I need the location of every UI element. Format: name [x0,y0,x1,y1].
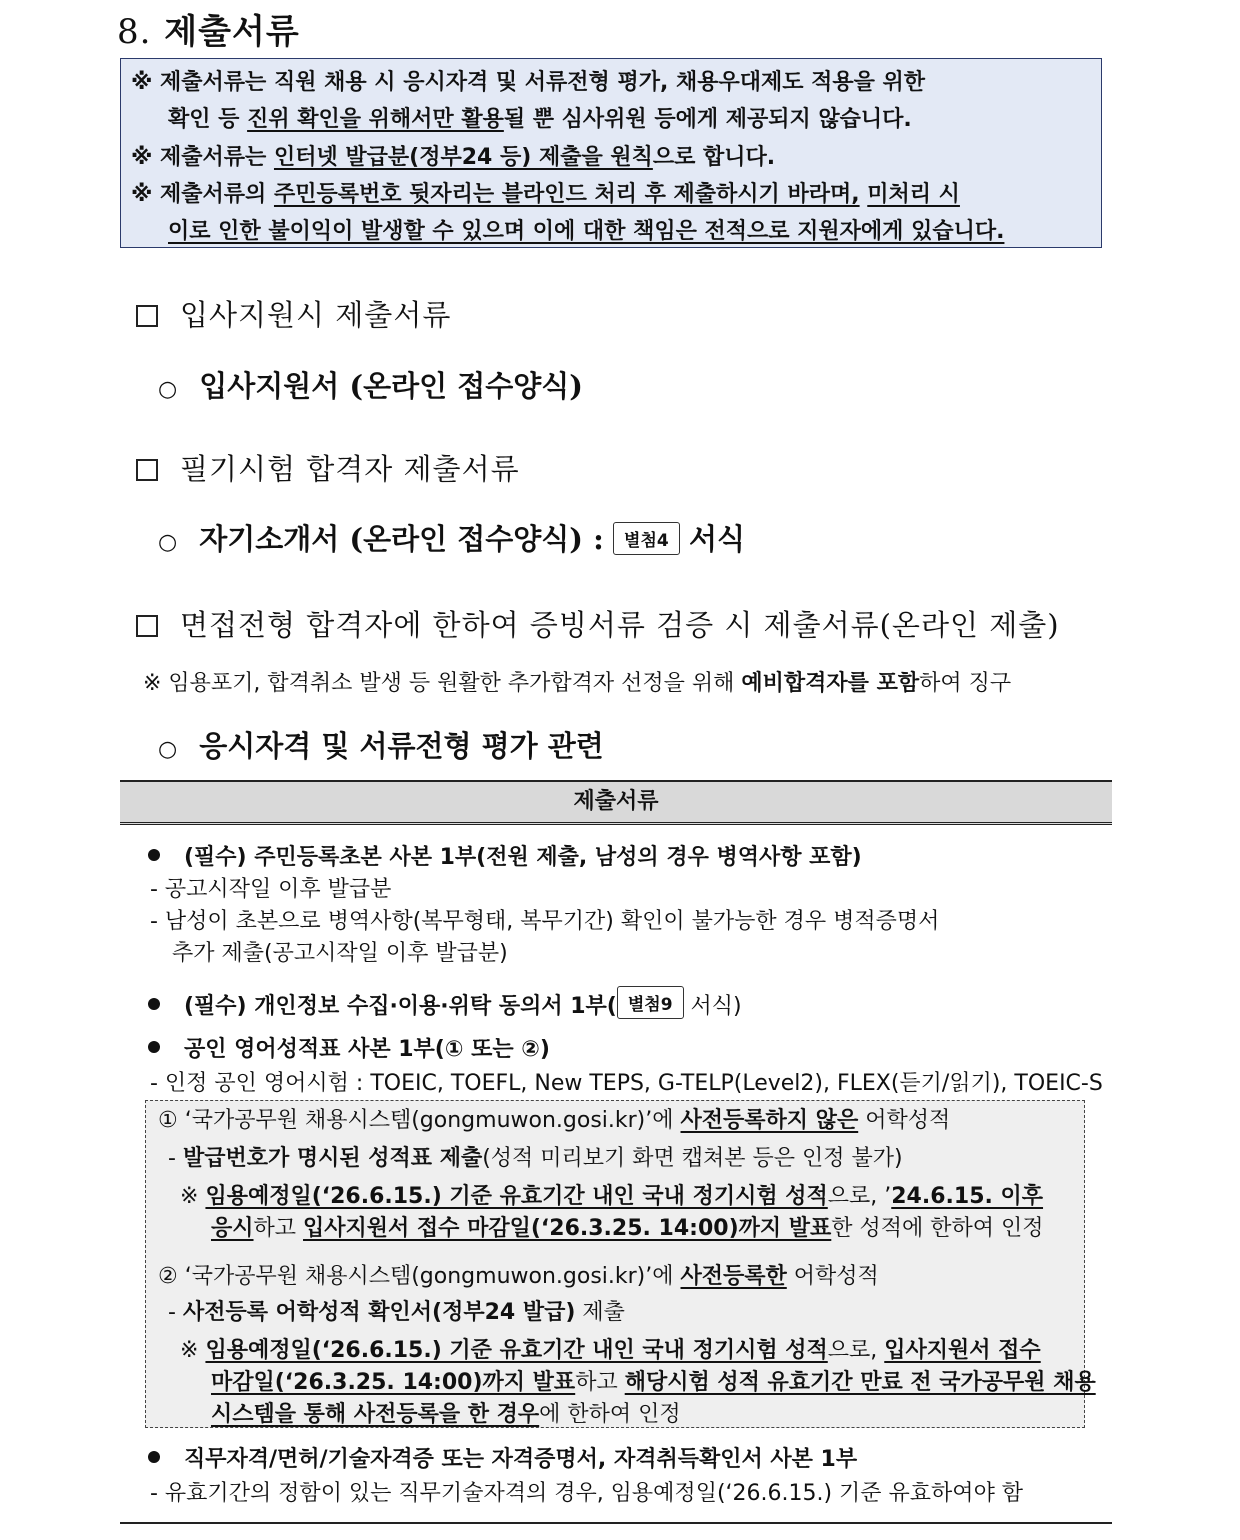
square-bullet-icon [136,615,158,637]
doc-item-text: (필수) 주민등록초본 사본 1부(전원 제출, 남성의 경우 병역사항 포함) [184,845,862,870]
option-underlined: 입사지원서 접수 마감일(‘26.3.25. 14:00)까지 발표 [303,1216,832,1241]
option-underlined: 시스템을 통해 사전등록을 한 경우 [211,1402,540,1427]
notice-underlined: 인터넷 발급분(정부24 등) 제출을 원칙 [273,145,653,170]
doc-item-privacy-consent [148,986,742,1020]
section-title [117,4,300,53]
square-bullet-icon [136,459,158,481]
option-text: 으로, [827,1338,885,1363]
notice-underlined: 진위 확인을 위해서만 활용 [247,107,504,132]
attachment-label: 별첨9 [617,986,684,1019]
option-text: ① ‘국가공무원 채용시스템(gongmuwon.gosi.kr)’에 [158,1108,681,1133]
option-bold: 사전등록 어학성적 확인서(정부24 발급) [182,1300,576,1325]
doc-item-qualification [148,1442,857,1473]
option-bold: 발급번호가 명시된 성적표 제출 [182,1146,483,1171]
notice-text: 확인 등 [168,107,248,132]
option-1-note-2 [211,1211,1044,1242]
detail-line: 추가 제출(공고시작일 이후 발급분) [172,941,508,966]
doc-item-text: 직무자격/면허/기술자격증 또는 자격증명서, 자격취득확인서 사본 1부 [184,1447,858,1472]
option-text: 으로, ’ [827,1184,892,1209]
detail-line: - 남성이 초본으로 병역사항(복무형태, 복무기간) 확인이 불가능한 경우 병적증명서 [150,909,940,934]
attachment-label: 별첨4 [613,522,680,555]
option-underlined: 마감일(‘26.3.25. 14:00)까지 발표 [211,1370,576,1395]
option-underlined: 사전등록하지 않은 [680,1108,859,1133]
option-text: ※ [180,1338,206,1363]
remark-text: 하여 징구 [919,671,1012,696]
option-text: ② ‘국가공무원 채용시스템(gongmuwon.gosi.kr)’에 [158,1264,681,1289]
option-2-note-1 [180,1333,1041,1364]
option-underlined: 임용예정일(‘26.6.15.) 기준 유효기간 내인 국내 정기시험 성적 [205,1338,828,1363]
option-text: 하고 [253,1216,304,1241]
option-underlined: 해당시험 성적 유효기간 만료 전 국가공무원 채용 [624,1370,1096,1395]
option-text: 하고 [575,1370,625,1395]
item-eligibility-eval [158,724,604,765]
option-underlined: 입사지원서 접수 [884,1338,1041,1363]
notice-line-4 [131,177,960,208]
option-text: 한 성적에 한하여 인정 [831,1216,1044,1241]
detail-line: - 유효기간의 정함이 있는 직무기술자격의 경우, 임용예정일(‘26.6.15.) 기준 유효하여야 함 [150,1481,1024,1506]
bullet-dot-icon [148,849,160,861]
option-1-note-1 [180,1179,1043,1210]
heading-interview-docs [136,603,1060,644]
notice-text: 될 뿐 심사위원 등에게 제공되지 않습니다. [503,107,912,132]
remark-bold: 예비합격자를 포함 [741,671,920,696]
option-text: 제출 [575,1300,625,1325]
doc-item-text: 공인 영어성적표 사본 1부(① 또는 ②) [184,1037,550,1062]
circle-bullet-icon: ○ [158,530,178,555]
option-underlined: 사전등록한 [680,1264,787,1289]
option-text: - [168,1146,183,1171]
option-2-note-2 [211,1365,1096,1396]
item-self-intro [158,517,745,558]
option-1-line [158,1103,950,1134]
doc-item-english-score [148,1032,550,1063]
option-text: - [168,1300,183,1325]
square-bullet-icon [136,305,158,327]
bullet-dot-icon [148,998,160,1010]
option-text: ※ [180,1184,206,1209]
detail-line: - 공고시작일 이후 발급분 [150,877,392,902]
notice-underlined: 미처리 시 [867,182,960,207]
notice-text: 으로 합니다. [652,145,776,170]
option-text: 에 한하여 인정 [539,1402,681,1427]
section-title-text: 제출서류 [164,12,300,52]
notice-box [120,58,1102,248]
item-application-form [158,364,583,405]
notice-underlined: 주민등록번호 뒷자리는 블라인드 처리 후 제출하시기 바라며, [273,182,860,207]
circle-bullet-icon: ○ [158,737,178,762]
bullet-dot-icon [148,1041,160,1053]
option-2-line [158,1259,879,1290]
item-text: 응시자격 및 서류전형 평가 관련 [199,729,604,763]
heading-text: 면접전형 합격자에 한하여 증빙서류 검증 시 제출서류(온라인 제출) [180,608,1060,642]
option-text: (성적 미리보기 화면 캡쳐본 등은 인정 불가) [482,1146,903,1171]
option-text: 어학성적 [786,1264,879,1289]
remark-line [143,666,1011,697]
notice-line-5 [168,214,1004,245]
doc-item-resident-register [148,840,862,871]
option-underlined: 24.6.15. 이후 [891,1184,1044,1209]
remark-text: ※ 임용포기, 합격취소 발생 등 원활한 추가합격자 선정을 위해 [143,671,742,696]
detail-line: - 인정 공인 영어시험 : TOEIC, TOEFL, New TEPS, G-TELP(Level2), FLEX(듣기/읽기), TOEIC-S [150,1071,1103,1096]
bullet-dot-icon [148,1451,160,1463]
heading-text: 필기시험 합격자 제출서류 [180,452,520,486]
heading-application-docs [136,293,451,334]
heading-text: 입사지원시 제출서류 [180,298,452,332]
notice-text: ※ 제출서류의 [131,182,274,207]
option-2-note-3 [211,1397,681,1428]
doc-item-text: 서식) [683,994,742,1019]
option-1-detail [168,1141,903,1172]
section-number: 8. [117,12,152,52]
item-text: 자기소개서 (온라인 접수양식) : [199,522,604,556]
english-score-options-box [145,1100,1096,1428]
option-2-detail [168,1295,625,1326]
table-header: 제출서류 [120,782,1112,825]
option-text: 어학성적 [858,1108,951,1133]
item-text: 입사지원서 (온라인 접수양식) [199,369,584,403]
circle-bullet-icon: ○ [158,377,178,402]
doc-item-text: (필수) 개인정보 수집·이용·위탁 동의서 1부( [184,994,617,1019]
notice-line-2 [168,102,912,133]
item-text: 서식 [688,522,745,556]
notice-line-1: ※ 제출서류는 직원 채용 시 응시자격 및 서류전형 평가, 채용우대제도 적용을 위한 [131,70,926,95]
notice-text: ※ 제출서류는 [131,145,274,170]
table-bottom-rule [120,1522,1112,1524]
option-underlined: 임용예정일(‘26.6.15.) 기준 유효기간 내인 국내 정기시험 성적 [205,1184,828,1209]
heading-written-pass-docs [136,447,520,488]
notice-line-3 [131,140,775,171]
option-underlined: 응시 [211,1216,254,1241]
notice-underlined: 이로 인한 불이익이 발생할 수 있으며 이에 대한 책임은 전적으로 지원자에게 있습니다. [168,219,1005,244]
